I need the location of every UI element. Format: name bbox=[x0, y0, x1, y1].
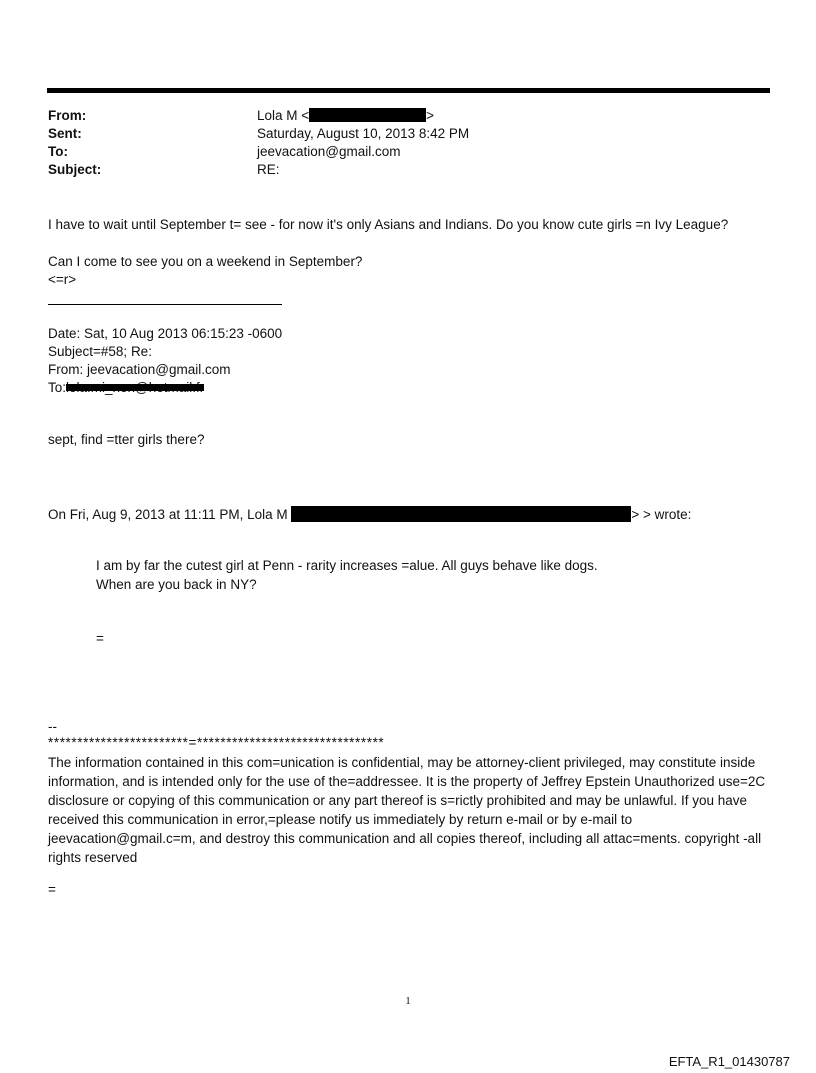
from-value bbox=[257, 108, 434, 123]
sent-label: Sent: bbox=[48, 126, 82, 141]
disclaimer-text: The information contained in this com=unication is confidential, may be attorney-client privileged, may constitute inside information, and is intended only for the use of the=addressee. It is the property of Jeffrey Epstein Unauthorized use=2C disclosure or copying of this communication or any part thereof is s=rictly prohibited and may be unlawful. If you have received this communication in error,=please notify us immediately by return e-mail or by e-mail to jeevacation@gmail.c=m, and destroy this communication and all copies thereof, including all attac=ments. copyright -all rights reserved bbox=[48, 755, 766, 865]
subject-value: RE: bbox=[257, 162, 280, 177]
from-label: From: bbox=[48, 108, 87, 123]
bates-number: EFTA_R1_01430787 bbox=[668, 1054, 790, 1069]
quoted-from: From: jeevacation@gmail.com bbox=[48, 362, 231, 377]
signature-dashes: -- bbox=[48, 719, 57, 734]
on-wrote-prefix: On Fri, Aug 9, 2013 at 11:11 PM, Lola M bbox=[48, 507, 288, 522]
header-rule bbox=[47, 88, 770, 93]
redaction-strike bbox=[66, 384, 204, 391]
to-value: jeevacation@gmail.com bbox=[257, 144, 401, 159]
to-label: To: bbox=[48, 144, 68, 159]
quote-eq: = bbox=[96, 631, 104, 646]
quote-line-1: I am by far the cutest girl at Penn - rarity increases =alue. All guys behave like dogs. bbox=[96, 558, 598, 573]
redacted-address bbox=[66, 378, 204, 397]
body-line-2: Can I come to see you on a weekend in September? bbox=[48, 254, 363, 269]
on-wrote-suffix: > > wrote: bbox=[631, 507, 692, 522]
sent-value: Saturday, August 10, 2013 8:42 PM bbox=[257, 126, 470, 141]
body-line-3: <=r> bbox=[48, 272, 77, 287]
trailing-eq: = bbox=[48, 882, 56, 897]
quoted-subject: Subject=#58; Re: bbox=[48, 344, 152, 359]
redaction-bar bbox=[291, 506, 631, 522]
body-line-1: I have to wait until September t= see - for now it's only Asians and Indians. Do you know cute girls =n Ivy League? bbox=[48, 217, 729, 232]
reply-line: sept, find =tter girls there? bbox=[48, 432, 205, 447]
on-wrote-line bbox=[48, 505, 691, 524]
subject-label: Subject: bbox=[48, 162, 102, 177]
quoted-to bbox=[48, 378, 204, 397]
page-number: 1 bbox=[405, 995, 411, 1007]
star-separator: ************************=******************************** bbox=[48, 735, 385, 750]
from-name: Lola M < bbox=[257, 108, 310, 123]
quote-divider bbox=[48, 304, 282, 305]
from-close: > bbox=[426, 108, 435, 123]
quoted-to-label: To: bbox=[48, 380, 67, 395]
quote-line-2: When are you back in NY? bbox=[96, 577, 257, 592]
quoted-date: Date: Sat, 10 Aug 2013 06:15:23 -0600 bbox=[48, 326, 283, 341]
redaction-bar bbox=[309, 108, 426, 122]
